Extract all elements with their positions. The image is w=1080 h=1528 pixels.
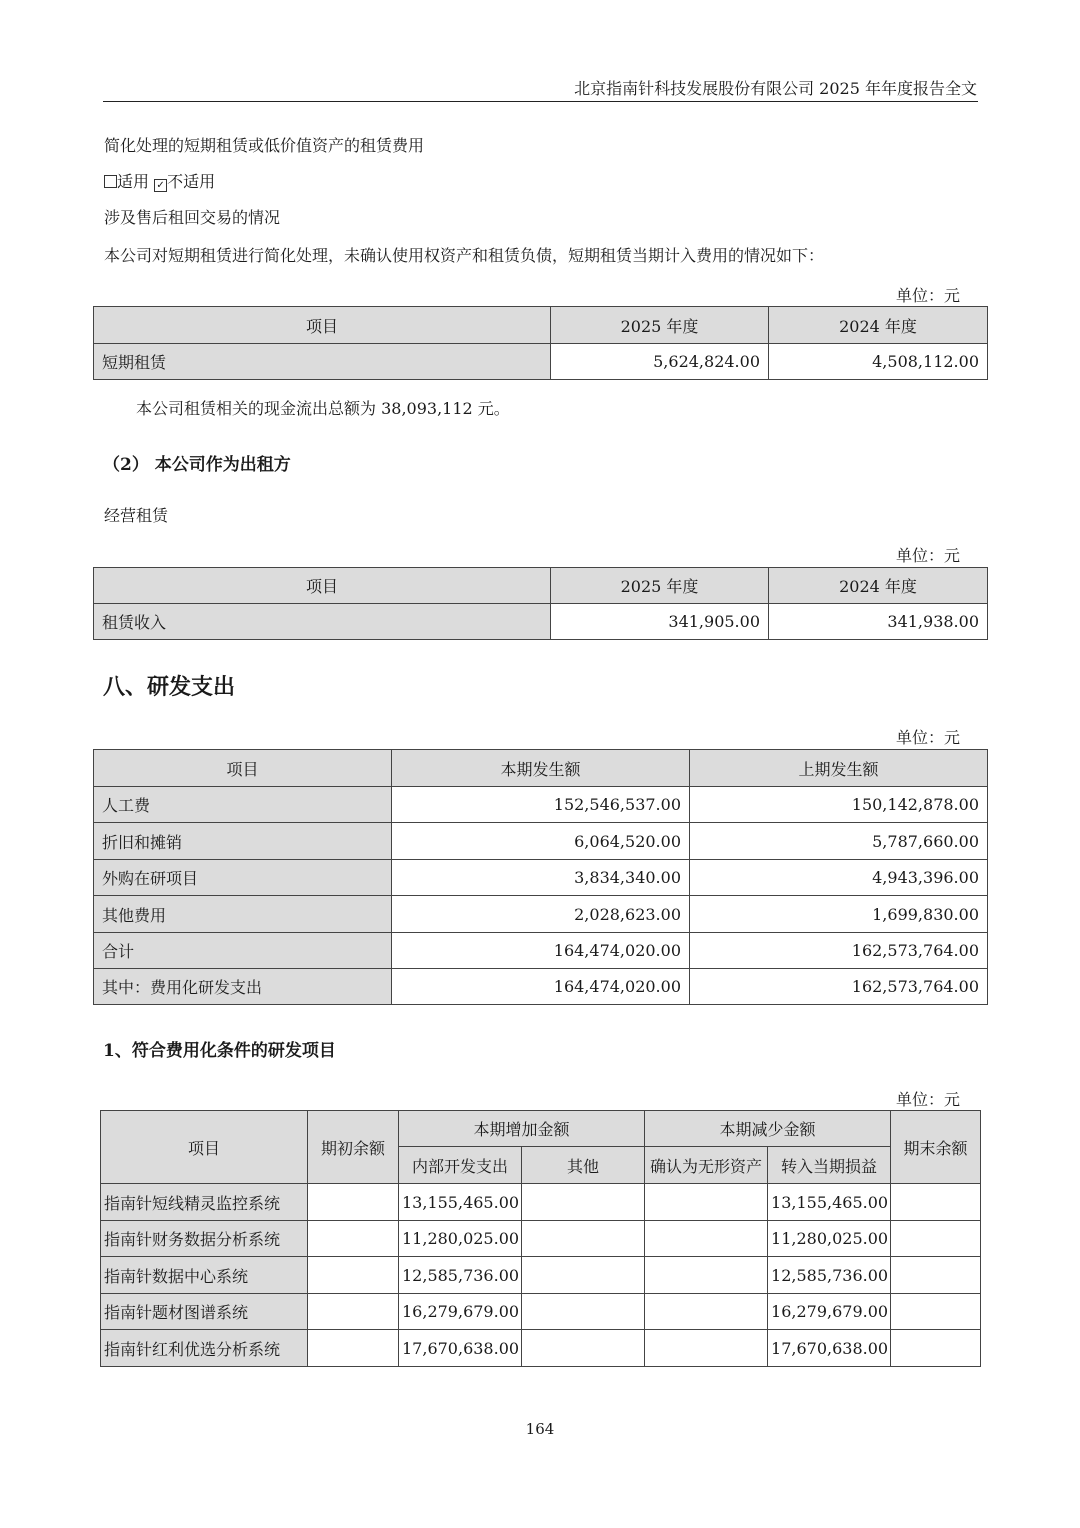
header-cell: 本期发生额	[392, 750, 690, 787]
value-cell	[522, 1221, 645, 1257]
header-cell: 项目	[94, 568, 551, 604]
value-cell: 341,938.00	[769, 604, 988, 640]
cash-outflow-note: 本公司租赁相关的现金流出总额为 38,093,112 元。	[136, 399, 510, 418]
short-term-lease-description: 本公司对短期租赁进行简化处理，未确认使用权资产和租赁负债，短期租赁当期计入费用的情况如下：	[104, 246, 825, 265]
value-cell	[308, 1184, 399, 1221]
expensed-rd-projects-title: 1、符合费用化条件的研发项目	[103, 1041, 336, 1061]
table-row	[94, 823, 988, 860]
rd-projects-table	[100, 1110, 981, 1367]
table-header-row	[94, 568, 988, 604]
table-header-row	[94, 750, 988, 787]
not-applicable-label: 不适用	[167, 172, 216, 191]
value-cell: 13,155,465.00	[399, 1184, 522, 1221]
row-label: 折旧和摊销	[94, 823, 392, 860]
value-cell	[522, 1294, 645, 1330]
value-cell: 164,474,020.00	[392, 969, 690, 1005]
header-cell: 转入当期损益	[768, 1147, 891, 1184]
value-cell: 6,064,520.00	[392, 823, 690, 860]
operating-lease-label: 经营租赁	[104, 506, 169, 525]
table-row	[94, 604, 988, 640]
value-cell	[645, 1294, 768, 1330]
rd-expense-table	[93, 749, 988, 1005]
header-rule	[103, 101, 978, 102]
value-cell: 150,142,878.00	[690, 787, 988, 823]
table-row	[101, 1330, 981, 1367]
value-cell: 17,670,638.00	[399, 1330, 522, 1367]
value-cell: 16,279,679.00	[768, 1294, 891, 1330]
header-cell: 项目	[94, 307, 551, 344]
value-cell: 4,943,396.00	[690, 860, 988, 896]
table-row	[94, 896, 988, 933]
value-cell	[891, 1257, 981, 1294]
value-cell: 1,699,830.00	[690, 896, 988, 933]
value-cell	[891, 1221, 981, 1257]
value-cell	[308, 1257, 399, 1294]
header-cell: 其他	[522, 1147, 645, 1184]
rd-expense-section-title: 八、研发支出	[103, 674, 236, 700]
applicable-label: 适用	[117, 172, 150, 191]
table-header-row	[101, 1111, 981, 1147]
value-cell	[645, 1221, 768, 1257]
value-cell: 2,028,623.00	[392, 896, 690, 933]
value-cell: 11,280,025.00	[399, 1221, 522, 1257]
lessor-section-title: （2） 本公司作为出租方	[103, 455, 291, 475]
value-cell	[891, 1184, 981, 1221]
value-cell	[522, 1184, 645, 1221]
value-cell	[308, 1221, 399, 1257]
header-cell: 2025 年度	[551, 307, 769, 344]
lease-income-table	[93, 567, 988, 640]
table-row	[101, 1294, 981, 1330]
table-row	[94, 860, 988, 896]
header-cell: 本期增加金额	[399, 1111, 645, 1147]
value-cell: 162,573,764.00	[690, 969, 988, 1005]
table-row	[94, 344, 988, 380]
row-label: 租赁收入	[94, 604, 551, 640]
table-row	[101, 1184, 981, 1221]
header-cell: 项目	[101, 1111, 308, 1184]
applicability-line	[104, 169, 215, 192]
value-cell: 4,508,112.00	[769, 344, 988, 380]
value-cell: 5,624,824.00	[551, 344, 769, 380]
unchecked-box-icon	[104, 175, 117, 188]
header-cell: 上期发生额	[690, 750, 988, 787]
project-name: 指南针红利优选分析系统	[101, 1330, 308, 1367]
value-cell	[522, 1330, 645, 1367]
header-cell: 2025 年度	[551, 568, 769, 604]
row-label: 其他费用	[94, 896, 392, 933]
table-row	[94, 787, 988, 823]
value-cell: 16,279,679.00	[399, 1294, 522, 1330]
project-name: 指南针题材图谱系统	[101, 1294, 308, 1330]
page-number: 164	[525, 1420, 555, 1438]
row-label: 人工费	[94, 787, 392, 823]
value-cell: 5,787,660.00	[690, 823, 988, 860]
row-label: 短期租赁	[94, 344, 551, 380]
project-name: 指南针数据中心系统	[101, 1257, 308, 1294]
short-term-lease-table	[93, 306, 988, 380]
value-cell	[522, 1257, 645, 1294]
value-cell	[308, 1330, 399, 1367]
header-cell: 确认为无形资产	[645, 1147, 768, 1184]
unit-label: 单位：元	[895, 1090, 960, 1109]
value-cell: 13,155,465.00	[768, 1184, 891, 1221]
project-name: 指南针财务数据分析系统	[101, 1221, 308, 1257]
row-label: 其中：费用化研发支出	[94, 969, 392, 1005]
value-cell: 152,546,537.00	[392, 787, 690, 823]
table-row	[101, 1257, 981, 1294]
value-cell: 12,585,736.00	[768, 1257, 891, 1294]
table-row	[101, 1221, 981, 1257]
value-cell	[645, 1257, 768, 1294]
row-label: 外购在研项目	[94, 860, 392, 896]
value-cell: 3,834,340.00	[392, 860, 690, 896]
table-header-row	[94, 307, 988, 344]
table-row	[94, 969, 988, 1005]
value-cell: 341,905.00	[551, 604, 769, 640]
value-cell: 162,573,764.00	[690, 933, 988, 969]
sale-leaseback-note: 涉及售后租回交易的情况	[104, 208, 281, 227]
header-cell: 2024 年度	[769, 568, 988, 604]
value-cell: 11,280,025.00	[768, 1221, 891, 1257]
unit-label: 单位：元	[895, 546, 960, 565]
header-cell: 内部开发支出	[399, 1147, 522, 1184]
value-cell	[891, 1330, 981, 1367]
unit-label: 单位：元	[895, 286, 960, 305]
value-cell	[308, 1294, 399, 1330]
table-row	[94, 933, 988, 969]
value-cell: 164,474,020.00	[392, 933, 690, 969]
unit-label: 单位：元	[895, 728, 960, 747]
project-name: 指南针短线精灵监控系统	[101, 1184, 308, 1221]
report-header: 北京指南针科技发展股份有限公司 2025 年年度报告全文	[574, 79, 977, 98]
header-cell: 本期减少金额	[645, 1111, 891, 1147]
header-cell: 期初余额	[308, 1111, 399, 1184]
value-cell: 12,585,736.00	[399, 1257, 522, 1294]
checked-box-icon: ✓	[154, 179, 167, 192]
value-cell	[645, 1184, 768, 1221]
value-cell	[645, 1330, 768, 1367]
value-cell	[891, 1294, 981, 1330]
header-cell: 项目	[94, 750, 392, 787]
row-label: 合计	[94, 933, 392, 969]
header-cell: 期末余额	[891, 1111, 981, 1184]
header-cell: 2024 年度	[769, 307, 988, 344]
short-term-lease-note: 简化处理的短期租赁或低价值资产的租赁费用	[104, 136, 425, 155]
value-cell: 17,670,638.00	[768, 1330, 891, 1367]
